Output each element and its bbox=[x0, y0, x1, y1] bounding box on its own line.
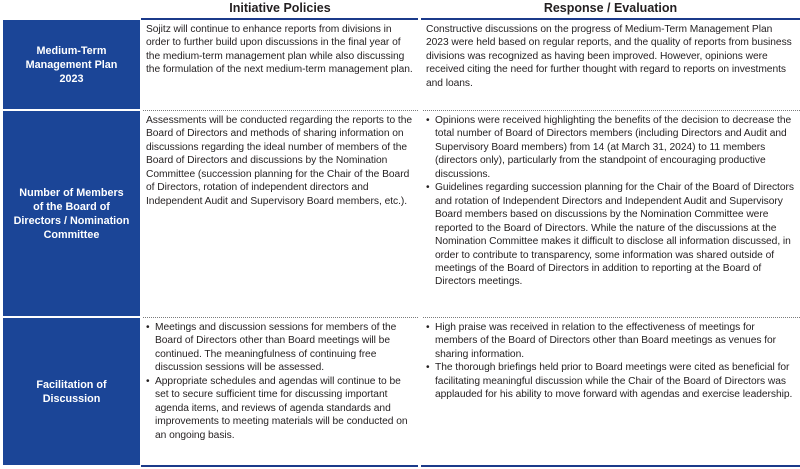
list-item: • Opinions were received highlighting the benefits of the decision to decrease the total number of Board of Directors members (including Directors and Audit and Supervisory Board members) from 14 (at March 31, 2024) to 11 members (directors only), particularly from the standpoint of encouraging productive discussions. bbox=[426, 114, 796, 181]
list-item: • The thorough briefings held prior to Board meetings were cited as beneficial for facilitating meaningful discussion while the Chair of the Board of Directors was applauded for his ability to move forward with agendas and exercise leadership. bbox=[426, 361, 796, 401]
cell-text: Sojitz will continue to enhance reports from divisions in order to further build upon discussions in the final year of the medium-term management plan while also discussing the formulation of the next medium-term management plan. bbox=[146, 24, 413, 76]
evaluation-cell bbox=[421, 20, 800, 90]
table-bottom-rule bbox=[421, 465, 800, 467]
row-label-facilitation: Facilitation of Discussion bbox=[3, 318, 140, 465]
table-bottom-rule bbox=[141, 465, 418, 467]
cell-text: Constructive discussions on the progress of Medium-Term Management Plan 2023 were held based on regular reports, and the quality of reports from business divisions was recognized as having been improved. However, opinions were received citing the need for further thought with regard to reports on investments and loans. bbox=[426, 24, 792, 89]
list-item: • Meetings and discussion sessions for members of the Board of Directors other than Board meetings will be continued. The meaningfulness of continuing free discussion sessions will be assessed. bbox=[146, 321, 417, 375]
policies-cell bbox=[141, 318, 421, 442]
column-header-evaluation: Response / Evaluation bbox=[543, 1, 678, 15]
row-label-board-members: Number of Members of the Board of Directors / Nomination Committee bbox=[3, 111, 140, 316]
governance-table bbox=[3, 0, 800, 469]
evaluation-cell bbox=[421, 111, 800, 289]
list-item: • Appropriate schedules and agendas will continue to be set to secure sufficient time for discussing important agenda items, and reviews of agenda standards and improvements to meeting materials will be conducted on an ongoing basis. bbox=[146, 375, 417, 442]
list-item: • Guidelines regarding succession planning for the Chair of the Board of Directors and rotation of Independent Directors and Independent Audit and Supervisory Board members based on discussions by the Nomination Committee were reported to the Board of Directors. While the nature of the discussions at the Nomination Committee makes it difficult to disclose all information discussed, in order to contribute to transparency, some information was shared outside of meetings of the Board of Directors in addition to reporting at the Board of Directors meetings. bbox=[426, 181, 796, 289]
bullet-list bbox=[426, 321, 796, 402]
bullet-list bbox=[146, 321, 417, 442]
policies-cell bbox=[141, 111, 421, 208]
evaluation-cell bbox=[421, 318, 800, 402]
policies-cell bbox=[141, 20, 421, 77]
column-header-policies: Initiative Policies bbox=[229, 1, 331, 15]
bullet-list bbox=[426, 114, 796, 289]
cell-text: Assessments will be conducted regarding the reports to the Board of Directors and methods of sharing information on discussions regarding the ideal number of members of the Board of Directors and discussions by the Nomination Committee (succession planning for the Chair of the Board of Directors, rotation of independent directors and Independent Audit and Supervisory Board members, etc.). bbox=[146, 115, 413, 207]
list-item: • High praise was received in relation to the effectiveness of meetings for members of the Board of Directors other than Board meetings as venues for sharing information. bbox=[426, 321, 796, 361]
row-label-medium-term-plan: Medium-Term Management Plan 2023 bbox=[3, 20, 140, 109]
